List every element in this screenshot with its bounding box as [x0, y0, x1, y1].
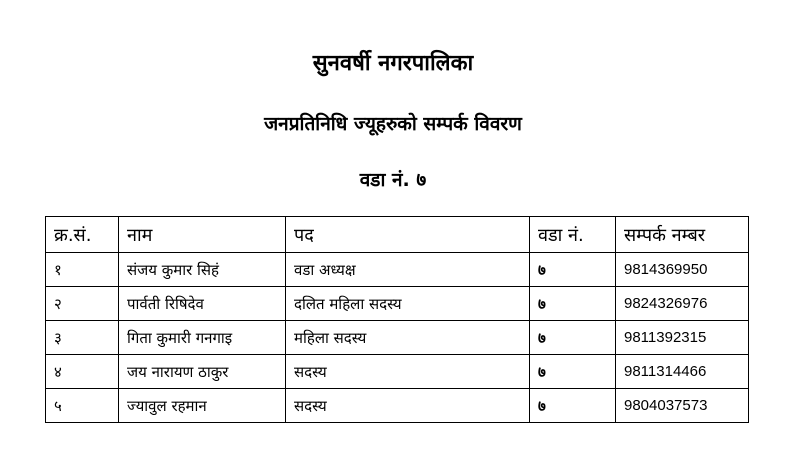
cell-serial: २ [46, 287, 119, 321]
cell-name: गिता कुमारी गनगाइ [119, 321, 286, 355]
cell-position: वडा अध्यक्ष [286, 253, 530, 287]
cell-ward: ७ [530, 287, 616, 321]
cell-serial: ४ [46, 355, 119, 389]
table-row [46, 355, 749, 389]
cell-ward: ७ [530, 355, 616, 389]
municipality-title: सुनवर्षी नगरपालिका [312, 51, 474, 76]
ward-heading: वडा नं. ७ [359, 169, 427, 191]
cell-name: संजय कुमार सिहं [119, 253, 286, 287]
cell-phone: 9811392315 [616, 321, 749, 355]
col-header-position: पद [286, 217, 530, 253]
col-header-serial: क्र.सं. [46, 217, 119, 253]
document-subtitle: जनप्रतिनिधि ज्यूहरुको सम्पर्क विवरण [264, 113, 522, 135]
cell-position: महिला सदस्य [286, 321, 530, 355]
cell-position: सदस्य [286, 389, 530, 423]
cell-ward: ७ [530, 321, 616, 355]
table-row [46, 287, 749, 321]
table-row [46, 321, 749, 355]
cell-position: दलित महिला सदस्य [286, 287, 530, 321]
cell-serial: ५ [46, 389, 119, 423]
cell-serial: १ [46, 253, 119, 287]
contacts-table [45, 216, 749, 423]
cell-ward: ७ [530, 389, 616, 423]
cell-phone: 9804037573 [616, 389, 749, 423]
cell-name: पार्वती रिषिदेव [119, 287, 286, 321]
table-header-row [46, 217, 749, 253]
col-header-ward: वडा नं. [530, 217, 616, 253]
cell-name: जय नारायण ठाकुर [119, 355, 286, 389]
cell-phone: 9811314466 [616, 355, 749, 389]
cell-name: ज्यावुल रहमान [119, 389, 286, 423]
col-header-contact: सम्पर्क नम्बर [616, 217, 749, 253]
cell-phone: 9814369950 [616, 253, 749, 287]
cell-position: सदस्य [286, 355, 530, 389]
col-header-name: नाम [119, 217, 286, 253]
table-row [46, 389, 749, 423]
table-row [46, 253, 749, 287]
cell-serial: ३ [46, 321, 119, 355]
cell-ward: ७ [530, 253, 616, 287]
cell-phone: 9824326976 [616, 287, 749, 321]
